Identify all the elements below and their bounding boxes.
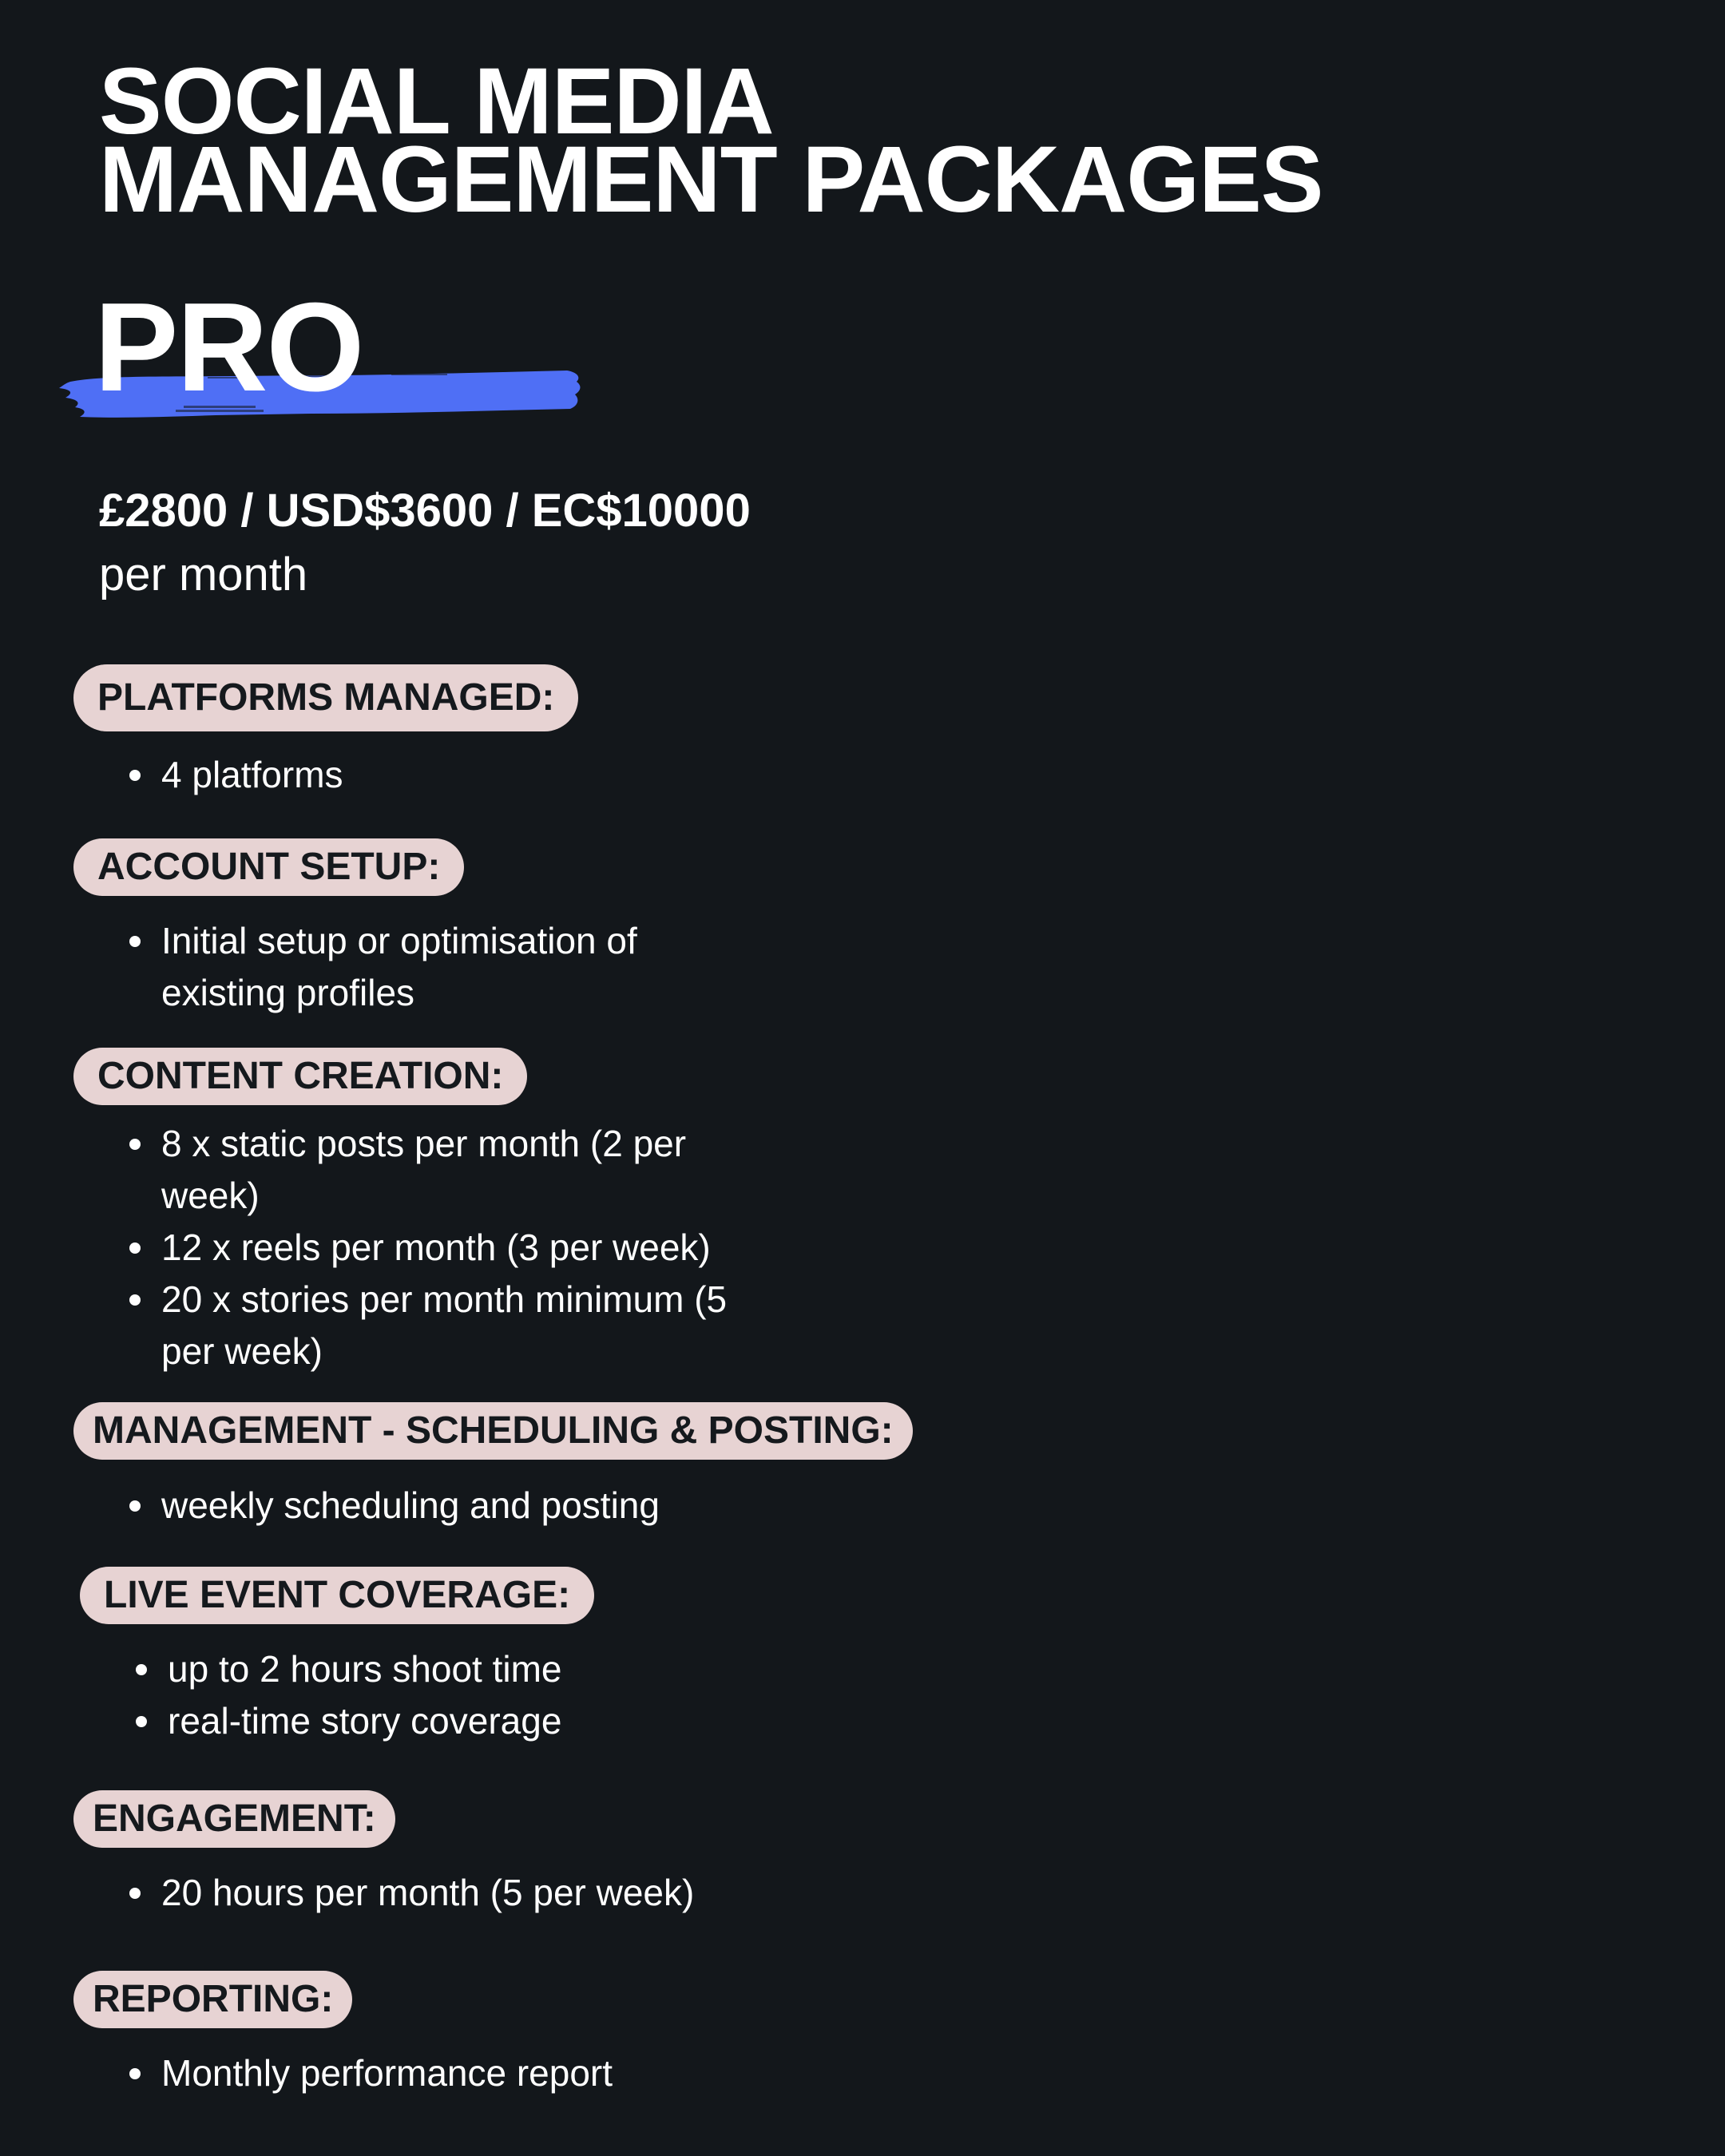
- list-item: real-time story coverage: [136, 1695, 855, 1747]
- list-item: 8 x static posts per month (2 per week): [129, 1118, 720, 1222]
- list-item: Monthly performance report: [129, 2047, 848, 2099]
- section-heading-live-event: LIVE EVENT COVERAGE:: [80, 1567, 594, 1624]
- package-price: £2800 / USD$3600 / EC$10000: [99, 485, 751, 537]
- title-line-1: SOCIAL MEDIA: [99, 49, 774, 154]
- price-period: per month: [99, 549, 308, 600]
- list-item: Initial setup or optimisation of existing profiles: [129, 915, 640, 1019]
- section-heading-platforms: PLATFORMS MANAGED:: [73, 664, 578, 731]
- section-list-platforms: [129, 749, 768, 801]
- section-heading-engagement: ENGAGEMENT:: [73, 1790, 395, 1848]
- section-heading-management: MANAGEMENT - SCHEDULING & POSTING:: [73, 1402, 913, 1460]
- list-item: 20 hours per month (5 per week): [129, 1867, 848, 1919]
- section-heading-account-setup: ACCOUNT SETUP:: [73, 838, 464, 896]
- section-list-content-creation: [129, 1118, 768, 1377]
- list-item: weekly scheduling and posting: [129, 1480, 848, 1532]
- section-list-account-setup: [129, 915, 640, 1019]
- list-item: 4 platforms: [129, 749, 768, 801]
- section-list-management: [129, 1480, 848, 1532]
- page-title: [99, 49, 1323, 232]
- section-list-reporting: [129, 2047, 848, 2099]
- section-heading-content-creation: CONTENT CREATION:: [73, 1048, 527, 1105]
- section-list-engagement: [129, 1867, 848, 1919]
- title-line-2: MANAGEMENT PACKAGES: [99, 127, 1323, 232]
- tier-label: [56, 277, 599, 427]
- package-name: PRO: [94, 277, 363, 418]
- section-list-live-event: [136, 1643, 855, 1747]
- section-heading-reporting: REPORTING:: [73, 1971, 352, 2028]
- list-item: 20 x stories per month minimum (5 per week): [129, 1274, 768, 1377]
- list-item: up to 2 hours shoot time: [136, 1643, 855, 1695]
- list-item: 12 x reels per month (3 per week): [129, 1222, 768, 1274]
